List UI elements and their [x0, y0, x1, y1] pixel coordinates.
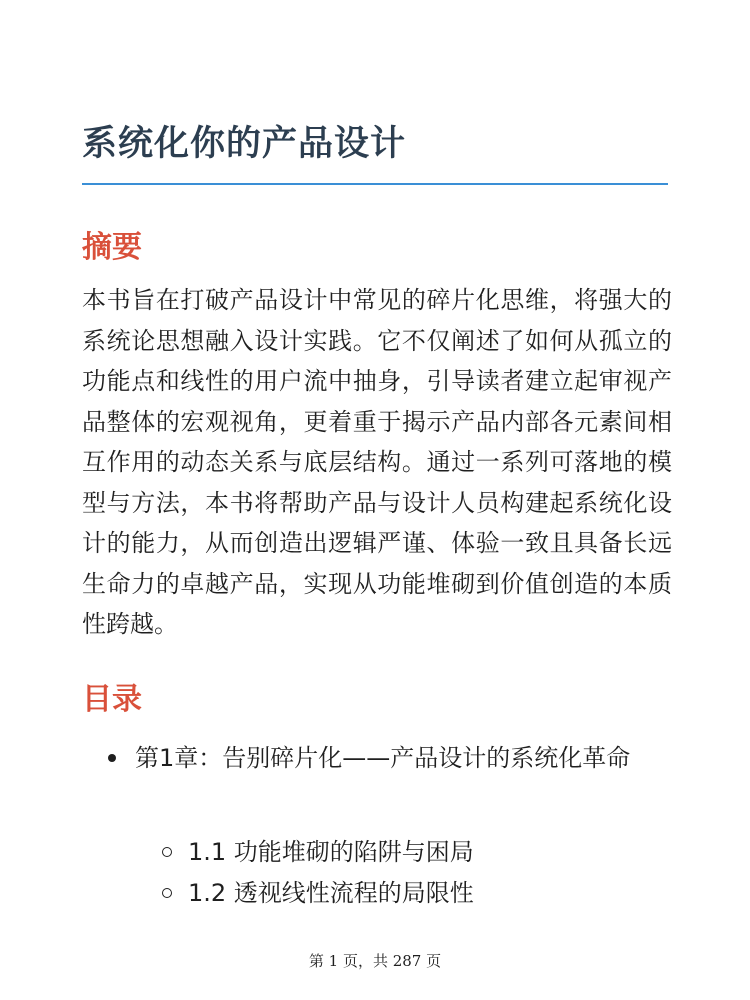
bullet-circle-icon [162, 888, 172, 898]
toc-chapter-item [108, 738, 668, 778]
toc-chapter-label: 第1章：告别碎片化——产品设计的系统化革命 [135, 744, 631, 772]
page-title: 系统化你的产品设计 [82, 124, 407, 164]
abstract-text: 本书旨在打破产品设计中常见的碎片化思维，将强大的系统论思想融入设计实践。它不仅阐述了如何从孤立的功能点和线性的用户流中抽身，引导读者建立起审视产品整体的宏观视角，更着重于揭示产品内部各元素间相互作用的动态关系与底层结构。通过一系列可落地的模型与方法，本书将帮助产品与设计人员构建起系统化设计的能力，从而创造出逻辑严谨、体验一致且具备长远生命力的卓越产品，实现从功能堆砌到价值创造的本质性跨越。 [82, 286, 672, 638]
toc-section-label: 1.1 功能堆砌的陷阱与困局 [188, 838, 474, 866]
page-footer: 第 1 页，共 287 页 [308, 952, 442, 970]
toc-section-item [162, 834, 474, 870]
toc-heading: 目录 [82, 682, 142, 717]
bullet-circle-icon [162, 847, 172, 857]
abstract-heading: 摘要 [82, 230, 142, 265]
toc-section-label: 1.2 透视线性流程的局限性 [188, 879, 474, 907]
title-divider [82, 183, 668, 185]
bullet-disc-icon [108, 754, 116, 762]
toc-section-item [162, 875, 474, 911]
